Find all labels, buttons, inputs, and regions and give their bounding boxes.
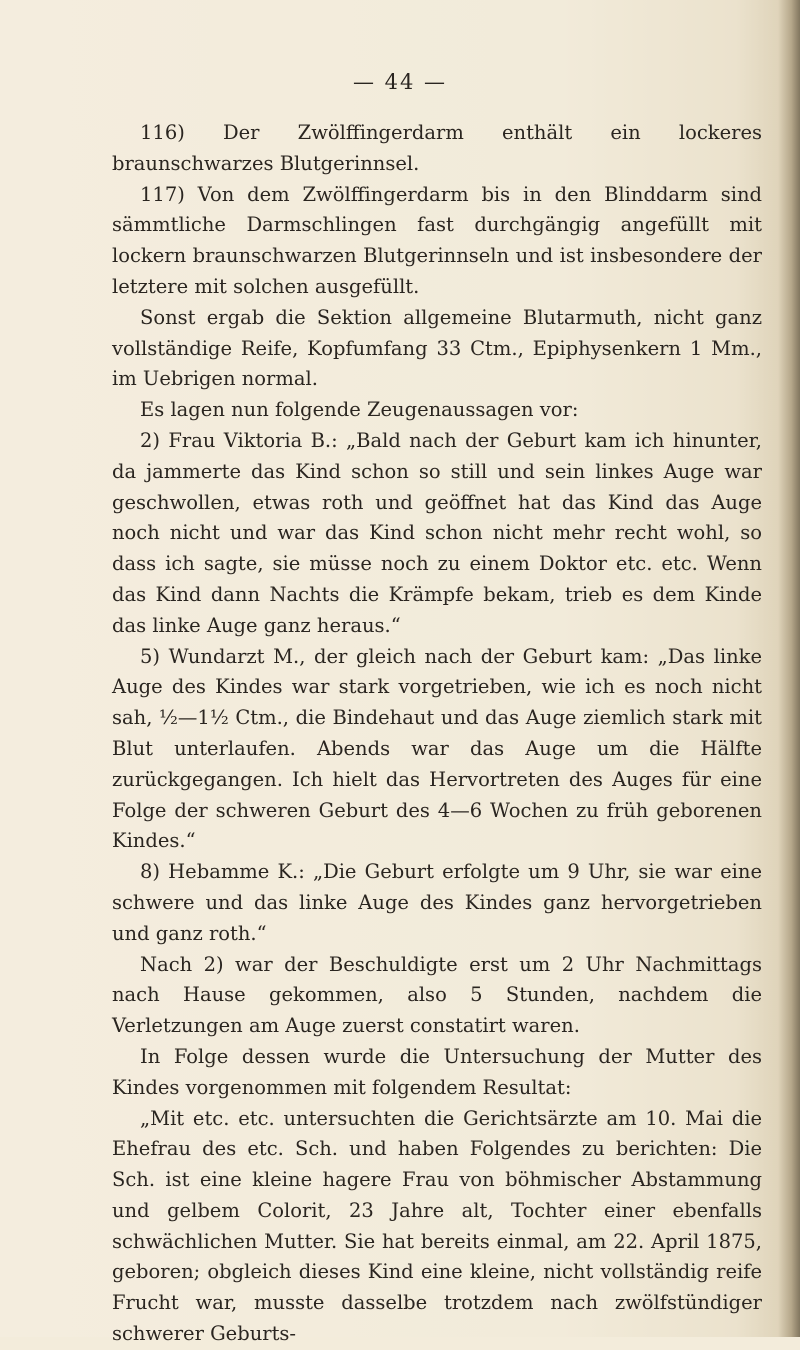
paragraph-zeugenaussagen: Es lagen nun folgende Zeugenaussagen vor:	[140, 398, 579, 422]
body-text	[112, 118, 762, 1350]
paragraph-gerichtsaerzte: „Mit etc. etc. untersuchten die Gerichtsärzte am 10. Mai die Ehefrau des etc. Sch. und haben Folgendes zu berichten: Die Sch. ist eine kleine hagere Frau von böhmischer Abstammung und gelbem Colorit, 23 Jahre alt, Tochter einer ebenfalls schwächlichen Mutter. Sie hat bereits einmal, am 22. April 1875, geboren; obgleich dieses Kind eine kleine, nicht vollständig reife Frucht war, musste dasselbe trotzdem nach zwölfstündiger schwerer Geburts-	[112, 1106, 762, 1346]
paragraph-beschuldigte: Nach 2) war der Beschuldigte erst um 2 Uhr Nachmittags nach Hause gekommen, also 5 Stunden, nachdem die Verletzungen am Auge zuerst constatirt waren.	[112, 952, 762, 1038]
paragraph-116: 116) Der Zwölffingerdarm enthält ein lockeres braunschwarzes Blutgerinnsel.	[112, 121, 762, 175]
paragraph-witness-2: 2) Frau Viktoria B.: „Bald nach der Geburt kam ich hinunter, da jammerte das Kind schon so still und sein linkes Auge war geschwollen, etwas roth und geöffnet hat das Kind das Auge noch nicht und war das Kind schon nicht mehr recht wohl, so dass ich sagte, sie müsse noch zu einem Doktor etc. etc. Wenn das Kind dann Nachts die Krämpfe bekam, trieb es dem Kinde das linke Auge ganz heraus.“	[112, 428, 762, 637]
paragraph-witness-5: 5) Wundarzt M., der gleich nach der Geburt kam: „Das linke Auge des Kindes war stark vorgetrieben, wie ich es noch nicht sah, ½—1½ Ctm., die Bindehaut und das Auge ziemlich stark mit Blut unterlaufen. Abends war das Auge um die Hälfte zurückgegangen. Ich hielt das Hervortreten des Auges für eine Folge der schweren Geburt des 4—6 Wochen zu früh geborenen Kindes.“	[112, 644, 762, 853]
paragraph-untersuchung: In Folge dessen wurde die Untersuchung der Mutter des Kindes vorgenommen mit folgendem Resultat:	[112, 1044, 762, 1099]
paragraph-117: 117) Von dem Zwölffingerdarm bis in den Blinddarm sind sämmtliche Darmschlingen fast durchgängig angefüllt mit lockern braunschwarzen Blutgerinnseln und ist insbesondere der letztere mit solchen ausgefüllt.	[112, 182, 762, 298]
paragraph-sektion: Sonst ergab die Sektion allgemeine Blutarmuth, nicht ganz vollständige Reife, Kopfumfang 33 Ctm., Epiphysenkern 1 Mm., im Uebrigen normal.	[112, 305, 762, 391]
page-edge-shadow	[778, 0, 800, 1337]
paragraph-witness-8: 8) Hebamme K.: „Die Geburt erfolgte um 9 Uhr, sie war eine schwere und das linke Auge des Kindes ganz hervorgetrieben und ganz roth.“	[112, 860, 762, 945]
page-number: — 44 —	[352, 70, 448, 94]
